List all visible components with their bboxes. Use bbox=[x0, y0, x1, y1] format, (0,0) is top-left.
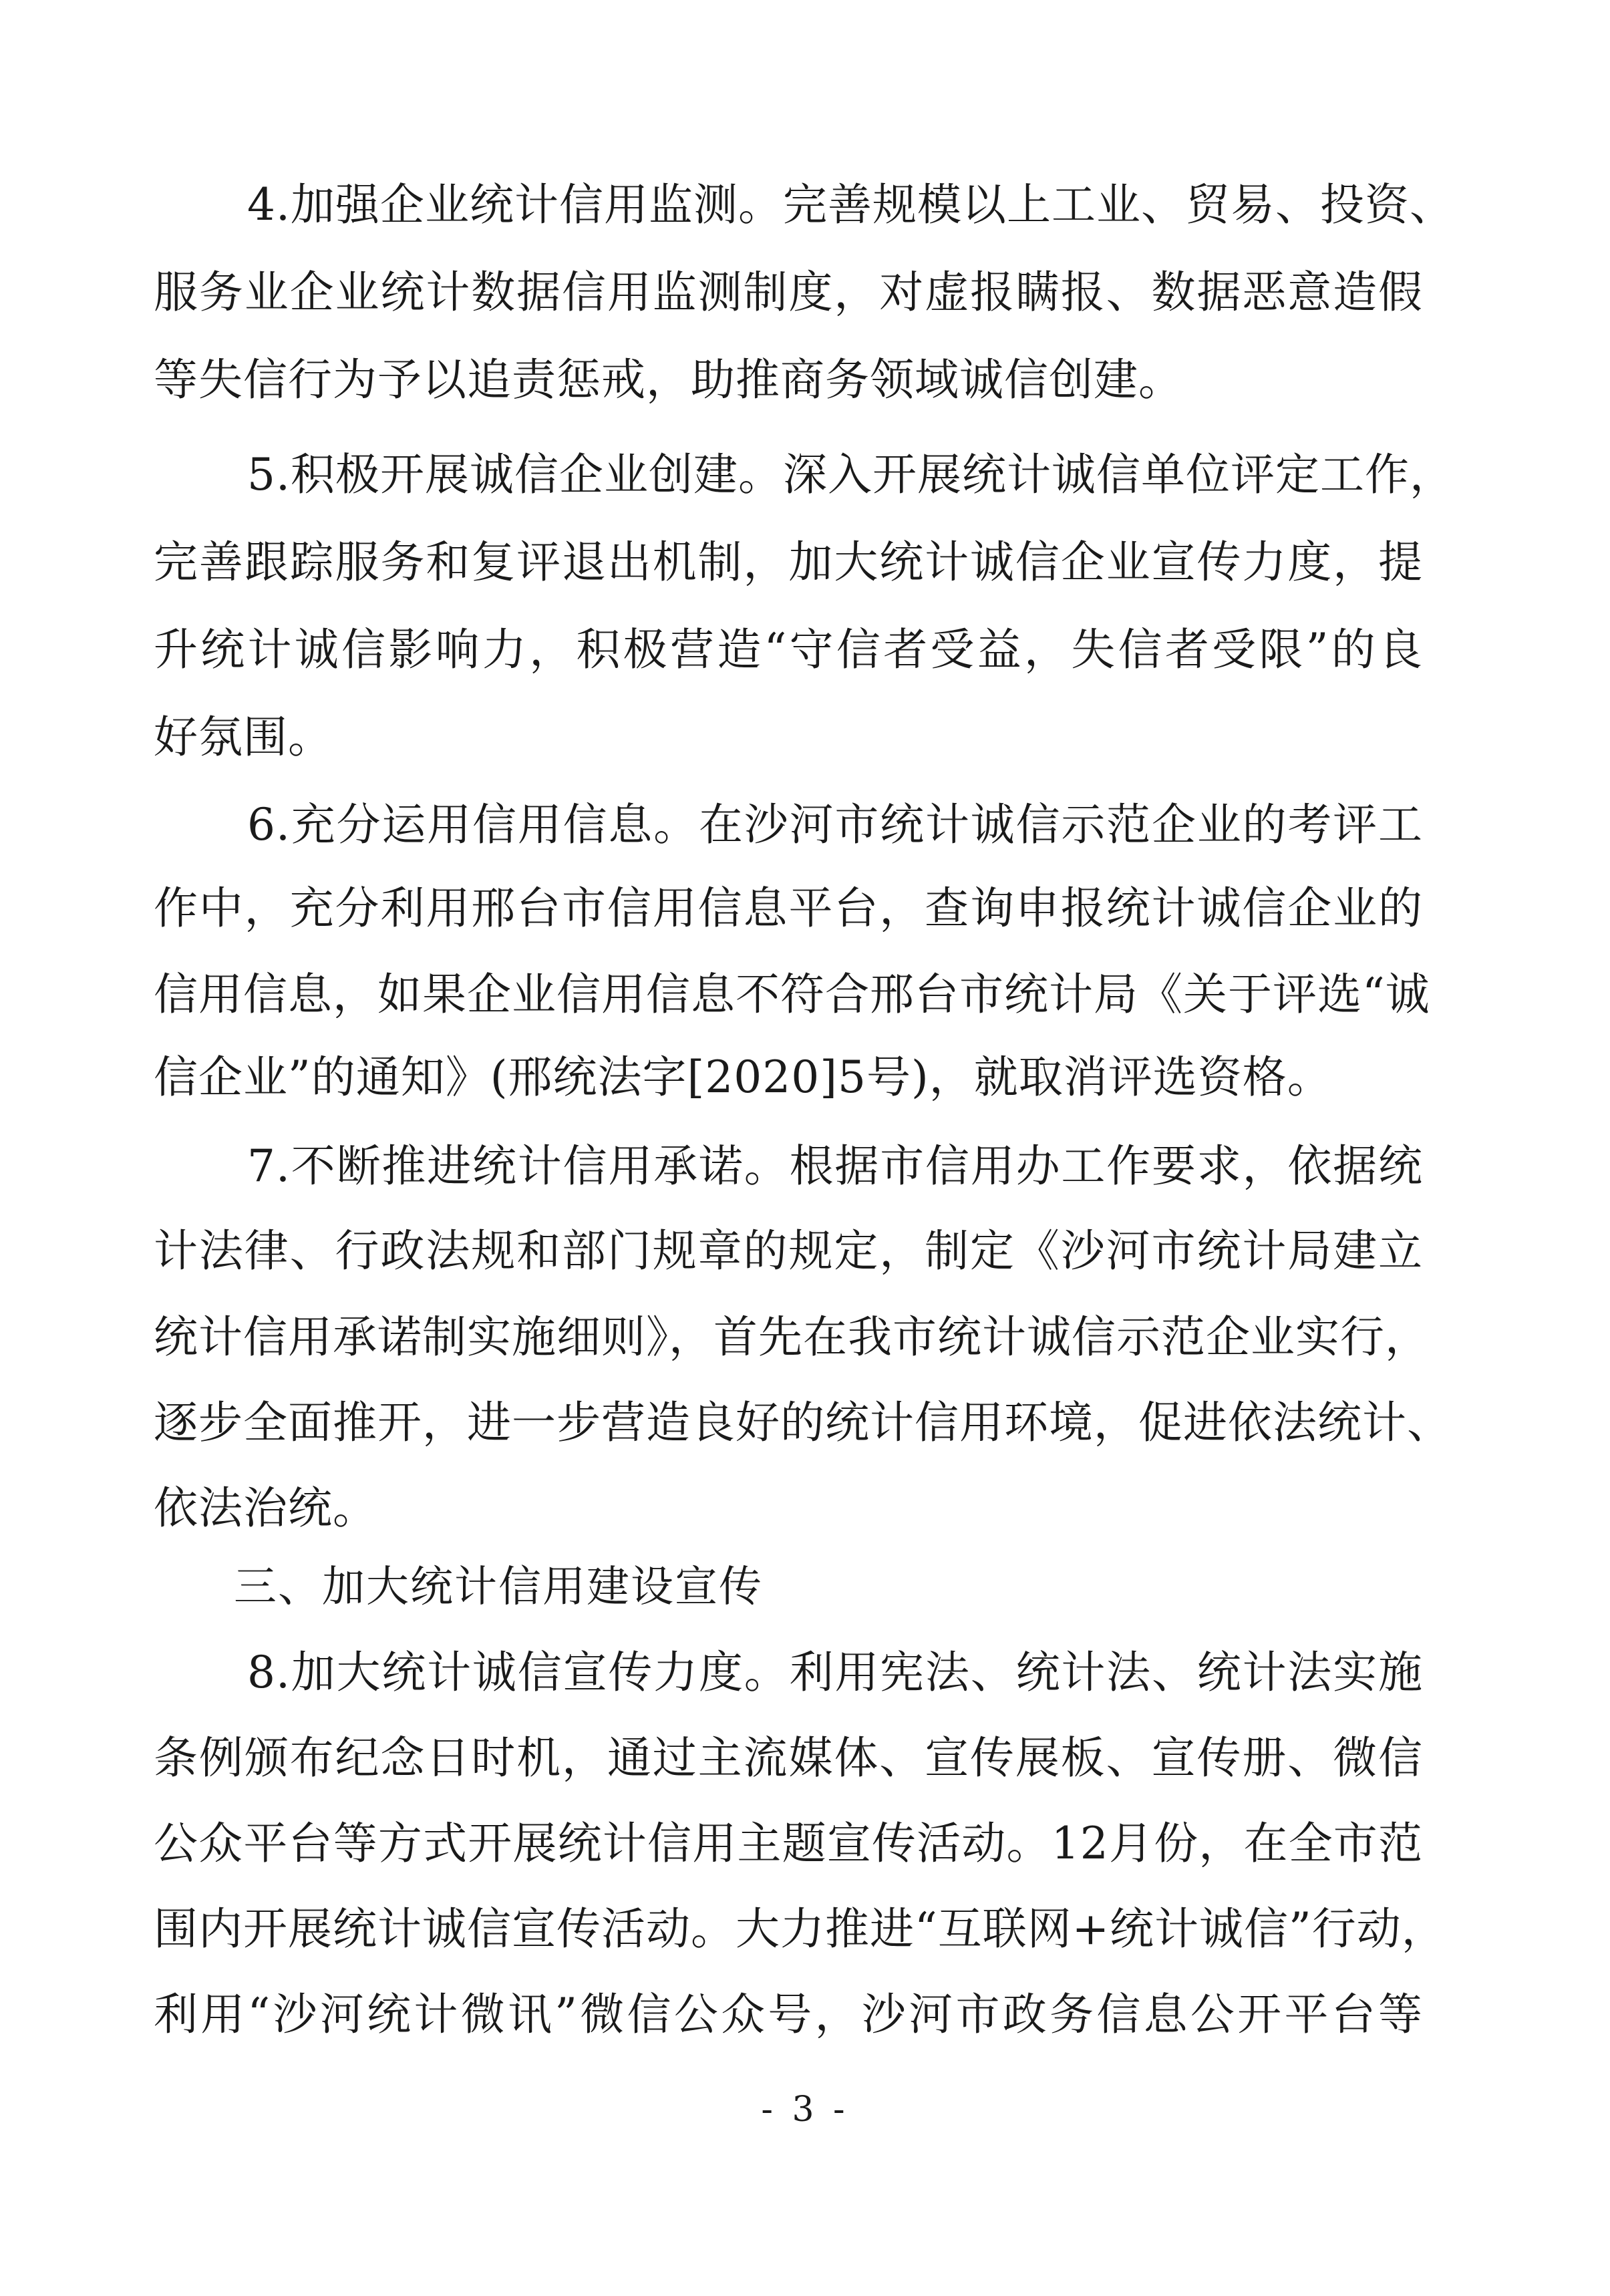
body-line: 好氛围。 bbox=[154, 711, 333, 763]
body-line: 7.不断推进统计信用承诺。根据市信用办工作要求，依据统 bbox=[247, 1140, 1423, 1192]
body-line: 完善跟踪服务和复评退出机制，加大统计诚信企业宣传力度，提 bbox=[154, 536, 1423, 588]
body-line: 依法治统。 bbox=[154, 1482, 377, 1534]
body-line: 围内开展统计诚信宣传活动。大力推进“互联网+统计诚信”行动， bbox=[154, 1903, 1446, 1955]
body-line: 条例颁布纪念日时机，通过主流媒体、宣传展板、宣传册、微信 bbox=[154, 1732, 1423, 1784]
section-heading: 三、加大统计信用建设宣传 bbox=[234, 1563, 763, 1612]
page-number: - 3 - bbox=[761, 2090, 849, 2130]
body-line: 统计信用承诺制实施细则》，首先在我市统计诚信示范企业实行， bbox=[154, 1311, 1430, 1363]
body-line: 服务业企业统计数据信用监测制度，对虚报瞒报、数据恶意造假 bbox=[154, 267, 1423, 318]
body-line: 4.加强企业统计信用监测。完善规模以上工业、贸易、投资、 bbox=[247, 179, 1454, 230]
body-line: 信用信息，如果企业信用信息不符合邢台市统计局《关于评选“诚 bbox=[154, 969, 1430, 1020]
body-line: 升统计诚信影响力，积极营造“守信者受益，失信者受限”的良 bbox=[154, 624, 1423, 675]
body-line: 8.加大统计诚信宣传力度。利用宪法、统计法、统计法实施 bbox=[247, 1647, 1423, 1698]
body-line: 5.积极开展诚信企业创建。深入开展统计诚信单位评定工作， bbox=[247, 449, 1454, 500]
body-line: 公众平台等方式开展统计信用主题宣传活动。12月份，在全市范 bbox=[154, 1818, 1423, 1869]
body-line: 信企业”的通知》(邢统法字[2020]5号)，就取消评选资格。 bbox=[154, 1051, 1332, 1103]
body-line: 等失信行为予以追责惩戒，助推商务领域诚信创建。 bbox=[154, 354, 1183, 405]
body-line: 逐步全面推开，进一步营造良好的统计信用环境，促进依法统计、 bbox=[154, 1397, 1452, 1448]
body-line: 计法律、行政法规和部门规章的规定，制定《沙河市统计局建立 bbox=[154, 1225, 1423, 1277]
body-line: 6.充分运用信用信息。在沙河市统计诚信示范企业的考评工 bbox=[247, 799, 1423, 850]
body-line: 作中，充分利用邢台市信用信息平台，查询申报统计诚信企业的 bbox=[154, 882, 1423, 934]
body-line: 利用“沙河统计微讯”微信公众号，沙河市政务信息公开平台等 bbox=[154, 1989, 1423, 2040]
